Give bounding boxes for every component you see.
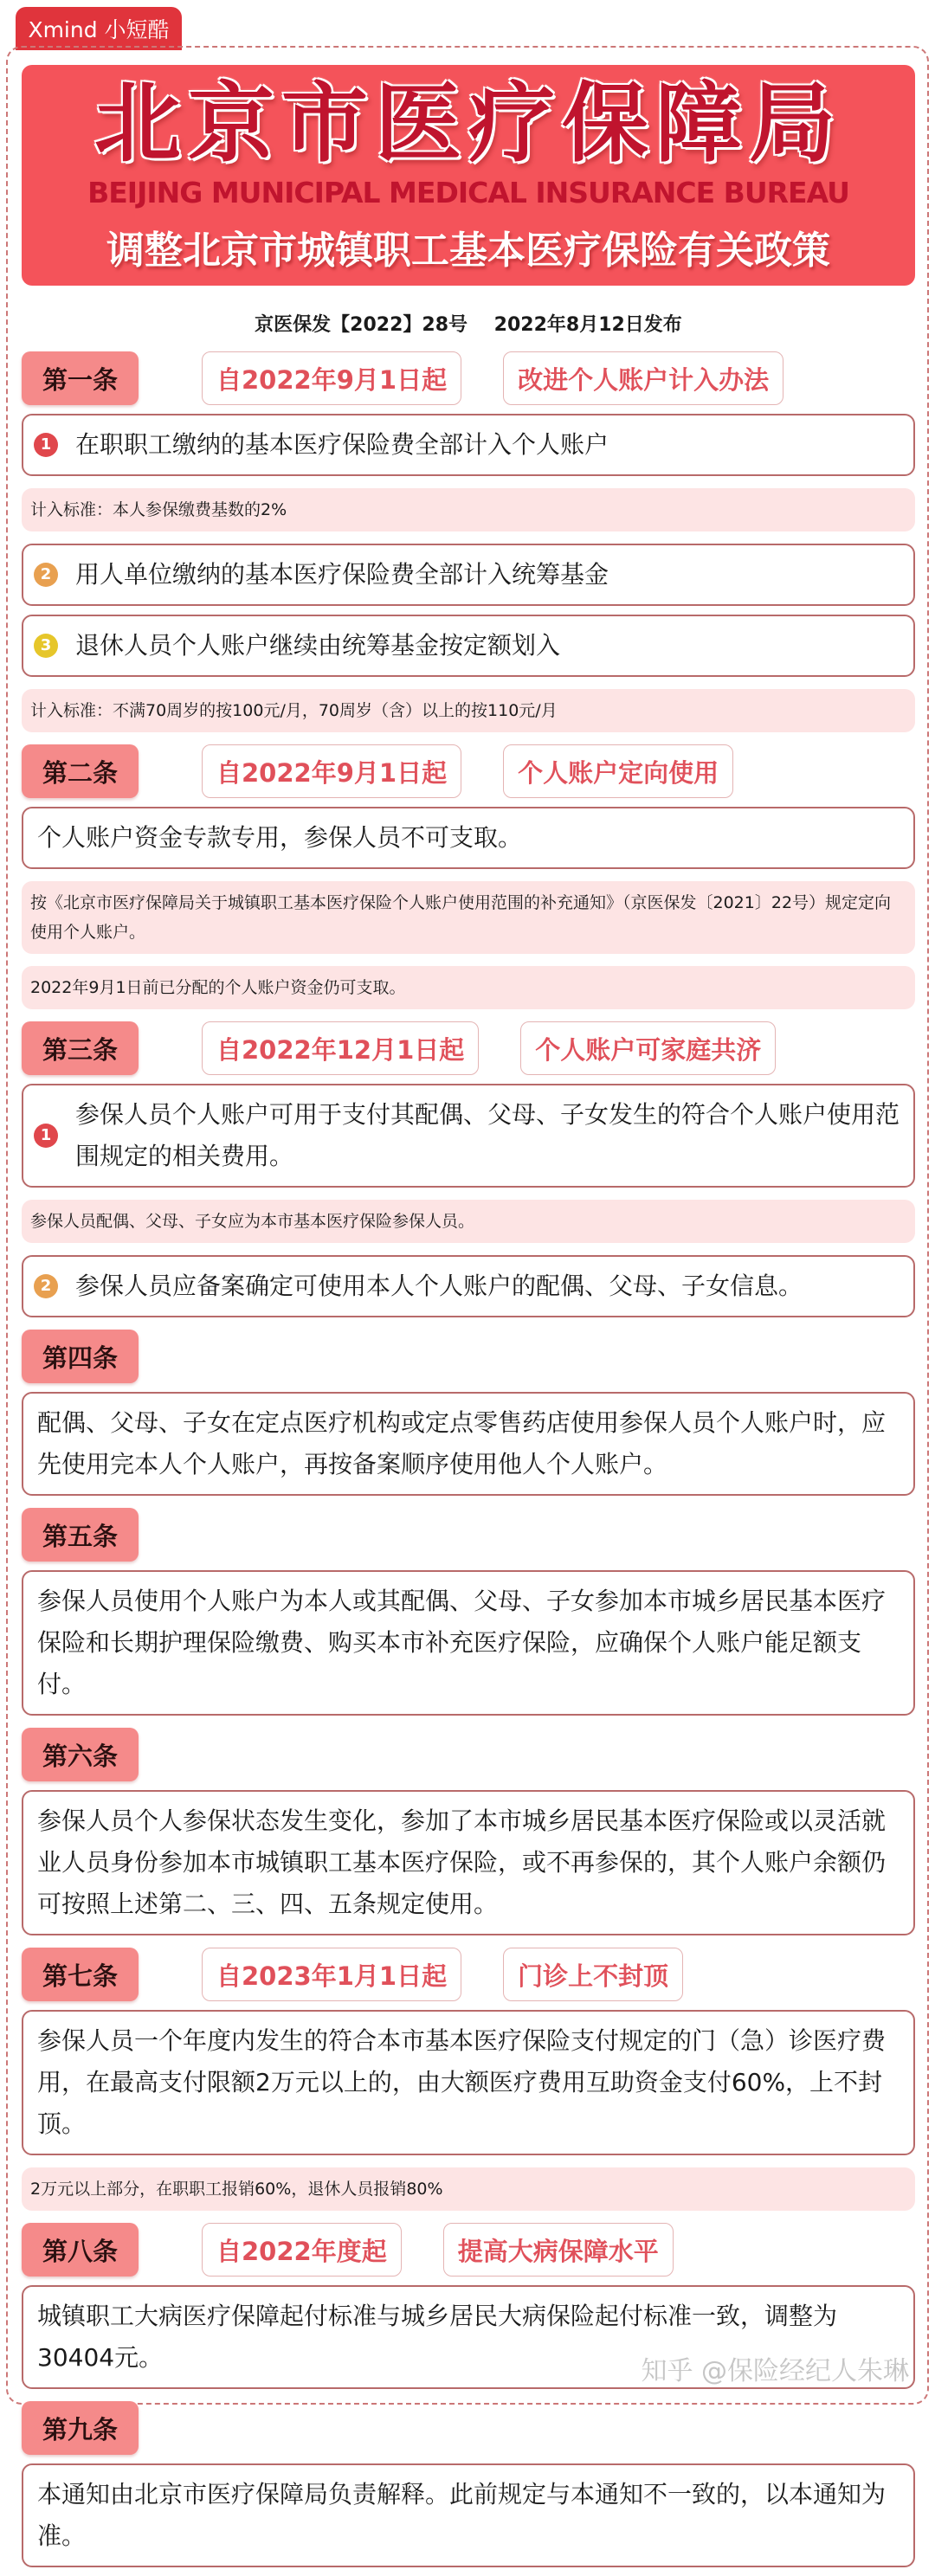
article-tag: 自2022年度起 xyxy=(202,2223,402,2277)
content-box xyxy=(22,544,915,606)
content-box xyxy=(22,807,915,869)
xmind-tab: Xmind 小短酷 xyxy=(16,7,182,50)
note-text: 参保人员配偶、父母、子女应为本市基本医疗保险参保人员。 xyxy=(30,1212,475,1231)
note-text: 2022年9月1日前已分配的个人账户资金仍可支取。 xyxy=(30,978,406,997)
content-text: 参保人员应备案确定可使用本人个人账户的配偶、父母、子女信息。 xyxy=(75,1272,803,1300)
article-tag: 自2022年9月1日起 xyxy=(202,351,461,405)
article-tag: 改进个人账户计入办法 xyxy=(503,351,783,405)
note-text: 2万元以上部分，在职职工报销60%，退休人员报销80% xyxy=(30,2180,443,2199)
content-text: 参保人员使用个人账户为本人或其配偶、父母、子女参加本市城乡居民基本医疗保险和长期护理保险缴费、购买本市补充医疗保险，应确保个人账户能足额支付。 xyxy=(37,1587,887,1698)
article-header xyxy=(22,351,915,405)
note-box xyxy=(22,881,915,954)
articles xyxy=(22,351,915,2567)
note-text: 按《北京市医疗保障局关于城镇职工基本医疗保险个人账户使用范围的补充通知》（京医保发〔2021〕22号）规定定向使用个人账户。 xyxy=(30,893,892,942)
content-box xyxy=(22,2463,915,2567)
content-text: 参保人员一个年度内发生的符合本市基本医疗保险支付规定的门（急）诊医疗费用，在最高支付限额2万元以上的，由大额医疗费用互助资金支付60%，上不封顶。 xyxy=(37,2026,887,2138)
article-label: 第五条 xyxy=(22,1508,139,1562)
number-1-icon: 1 xyxy=(34,433,58,457)
note-box xyxy=(22,966,915,1009)
article-header xyxy=(22,2401,915,2455)
article-tag: 个人账户定向使用 xyxy=(503,744,733,798)
article-header xyxy=(22,2223,915,2277)
article-header xyxy=(22,1948,915,2001)
banner xyxy=(22,65,915,286)
note-box xyxy=(22,2167,915,2211)
article-tag: 个人账户可家庭共济 xyxy=(520,1021,776,1075)
note-box xyxy=(22,1200,915,1243)
content-box xyxy=(22,1392,915,1496)
article-header xyxy=(22,1728,915,1781)
content-text: 在职职工缴纳的基本医疗保险费全部计入个人账户 xyxy=(75,430,609,459)
article-tag: 自2022年9月1日起 xyxy=(202,744,461,798)
content-box xyxy=(22,414,915,476)
article-label: 第七条 xyxy=(22,1948,139,2001)
number-1-icon: 1 xyxy=(34,1124,58,1148)
article-label: 第二条 xyxy=(22,744,139,798)
article-tag: 自2022年12月1日起 xyxy=(202,1021,479,1075)
number-2-icon: 2 xyxy=(34,1274,58,1298)
content-text: 退休人员个人账户继续由统筹基金按定额划入 xyxy=(75,631,561,660)
article-header xyxy=(22,1508,915,1562)
article-label: 第六条 xyxy=(22,1728,139,1781)
article-label: 第四条 xyxy=(22,1330,139,1383)
article-tag: 提高大病保障水平 xyxy=(443,2223,674,2277)
document-info: 京医保发【2022】28号 2022年8月12日发布 xyxy=(255,314,682,336)
content-text: 个人账户资金专款专用，参保人员不可支取。 xyxy=(37,823,523,852)
note-box xyxy=(22,488,915,531)
content-box xyxy=(22,1570,915,1716)
article-header xyxy=(22,1330,915,1383)
content-box xyxy=(22,2010,915,2155)
content-text: 配偶、父母、子女在定点医疗机构或定点零售药店使用参保人员个人账户时，应先使用完本人个人账户，再按备案顺序使用他人个人账户。 xyxy=(37,1408,887,1478)
article-label: 第八条 xyxy=(22,2223,139,2277)
article-tag: 门诊上不封顶 xyxy=(503,1948,683,2001)
content-text: 参保人员个人账户可用于支付其配偶、父母、子女发生的符合个人账户使用范围规定的相关费用。 xyxy=(75,1100,900,1170)
content-box xyxy=(22,1790,915,1935)
article-label: 第三条 xyxy=(22,1021,139,1075)
content-text: 用人单位缴纳的基本医疗保险费全部计入统筹基金 xyxy=(75,560,609,589)
content-text: 参保人员个人参保状态发生变化，参加了本市城乡居民基本医疗保险或以灵活就业人员身份参加本市城镇职工基本医疗保险，或不再参保的，其个人账户余额仍可按照上述第二、三、四、五条规定使用。 xyxy=(37,1806,887,1918)
content-text: 本通知由北京市医疗保障局负责解释。此前规定与本通知不一致的，以本通知为准。 xyxy=(37,2480,887,2550)
number-2-icon: 2 xyxy=(34,563,58,587)
article-header xyxy=(22,744,915,798)
article-tag: 自2023年1月1日起 xyxy=(202,1948,461,2001)
article-label: 第一条 xyxy=(22,351,139,405)
article-header xyxy=(22,1021,915,1075)
banner-english: BEIJING MUNICIPAL MEDICAL INSURANCE BUREAU xyxy=(87,176,849,209)
note-text: 计入标准：本人参保缴费基数的2% xyxy=(30,500,287,519)
note-text: 计入标准：不满70周岁的按100元/月，70周岁（含）以上的按110元/月 xyxy=(30,701,558,720)
banner-subtitle: 调整北京市城镇职工基本医疗保险有关政策 xyxy=(106,229,830,273)
content-box xyxy=(22,1255,915,1317)
note-box xyxy=(22,689,915,732)
content-box xyxy=(22,1084,915,1188)
content xyxy=(22,65,915,2576)
number-3-icon: 3 xyxy=(34,634,58,658)
banner-title: 北京市医疗保障局 xyxy=(94,73,842,174)
content-box xyxy=(22,615,915,677)
watermark: 知乎 @保险经纪人朱琳 xyxy=(641,2356,909,2386)
content-text: 城镇职工大病医疗保障起付标准与城乡居民大病保险起付标准一致，调整为30404元。 xyxy=(37,2302,838,2372)
article-label: 第九条 xyxy=(22,2401,139,2455)
